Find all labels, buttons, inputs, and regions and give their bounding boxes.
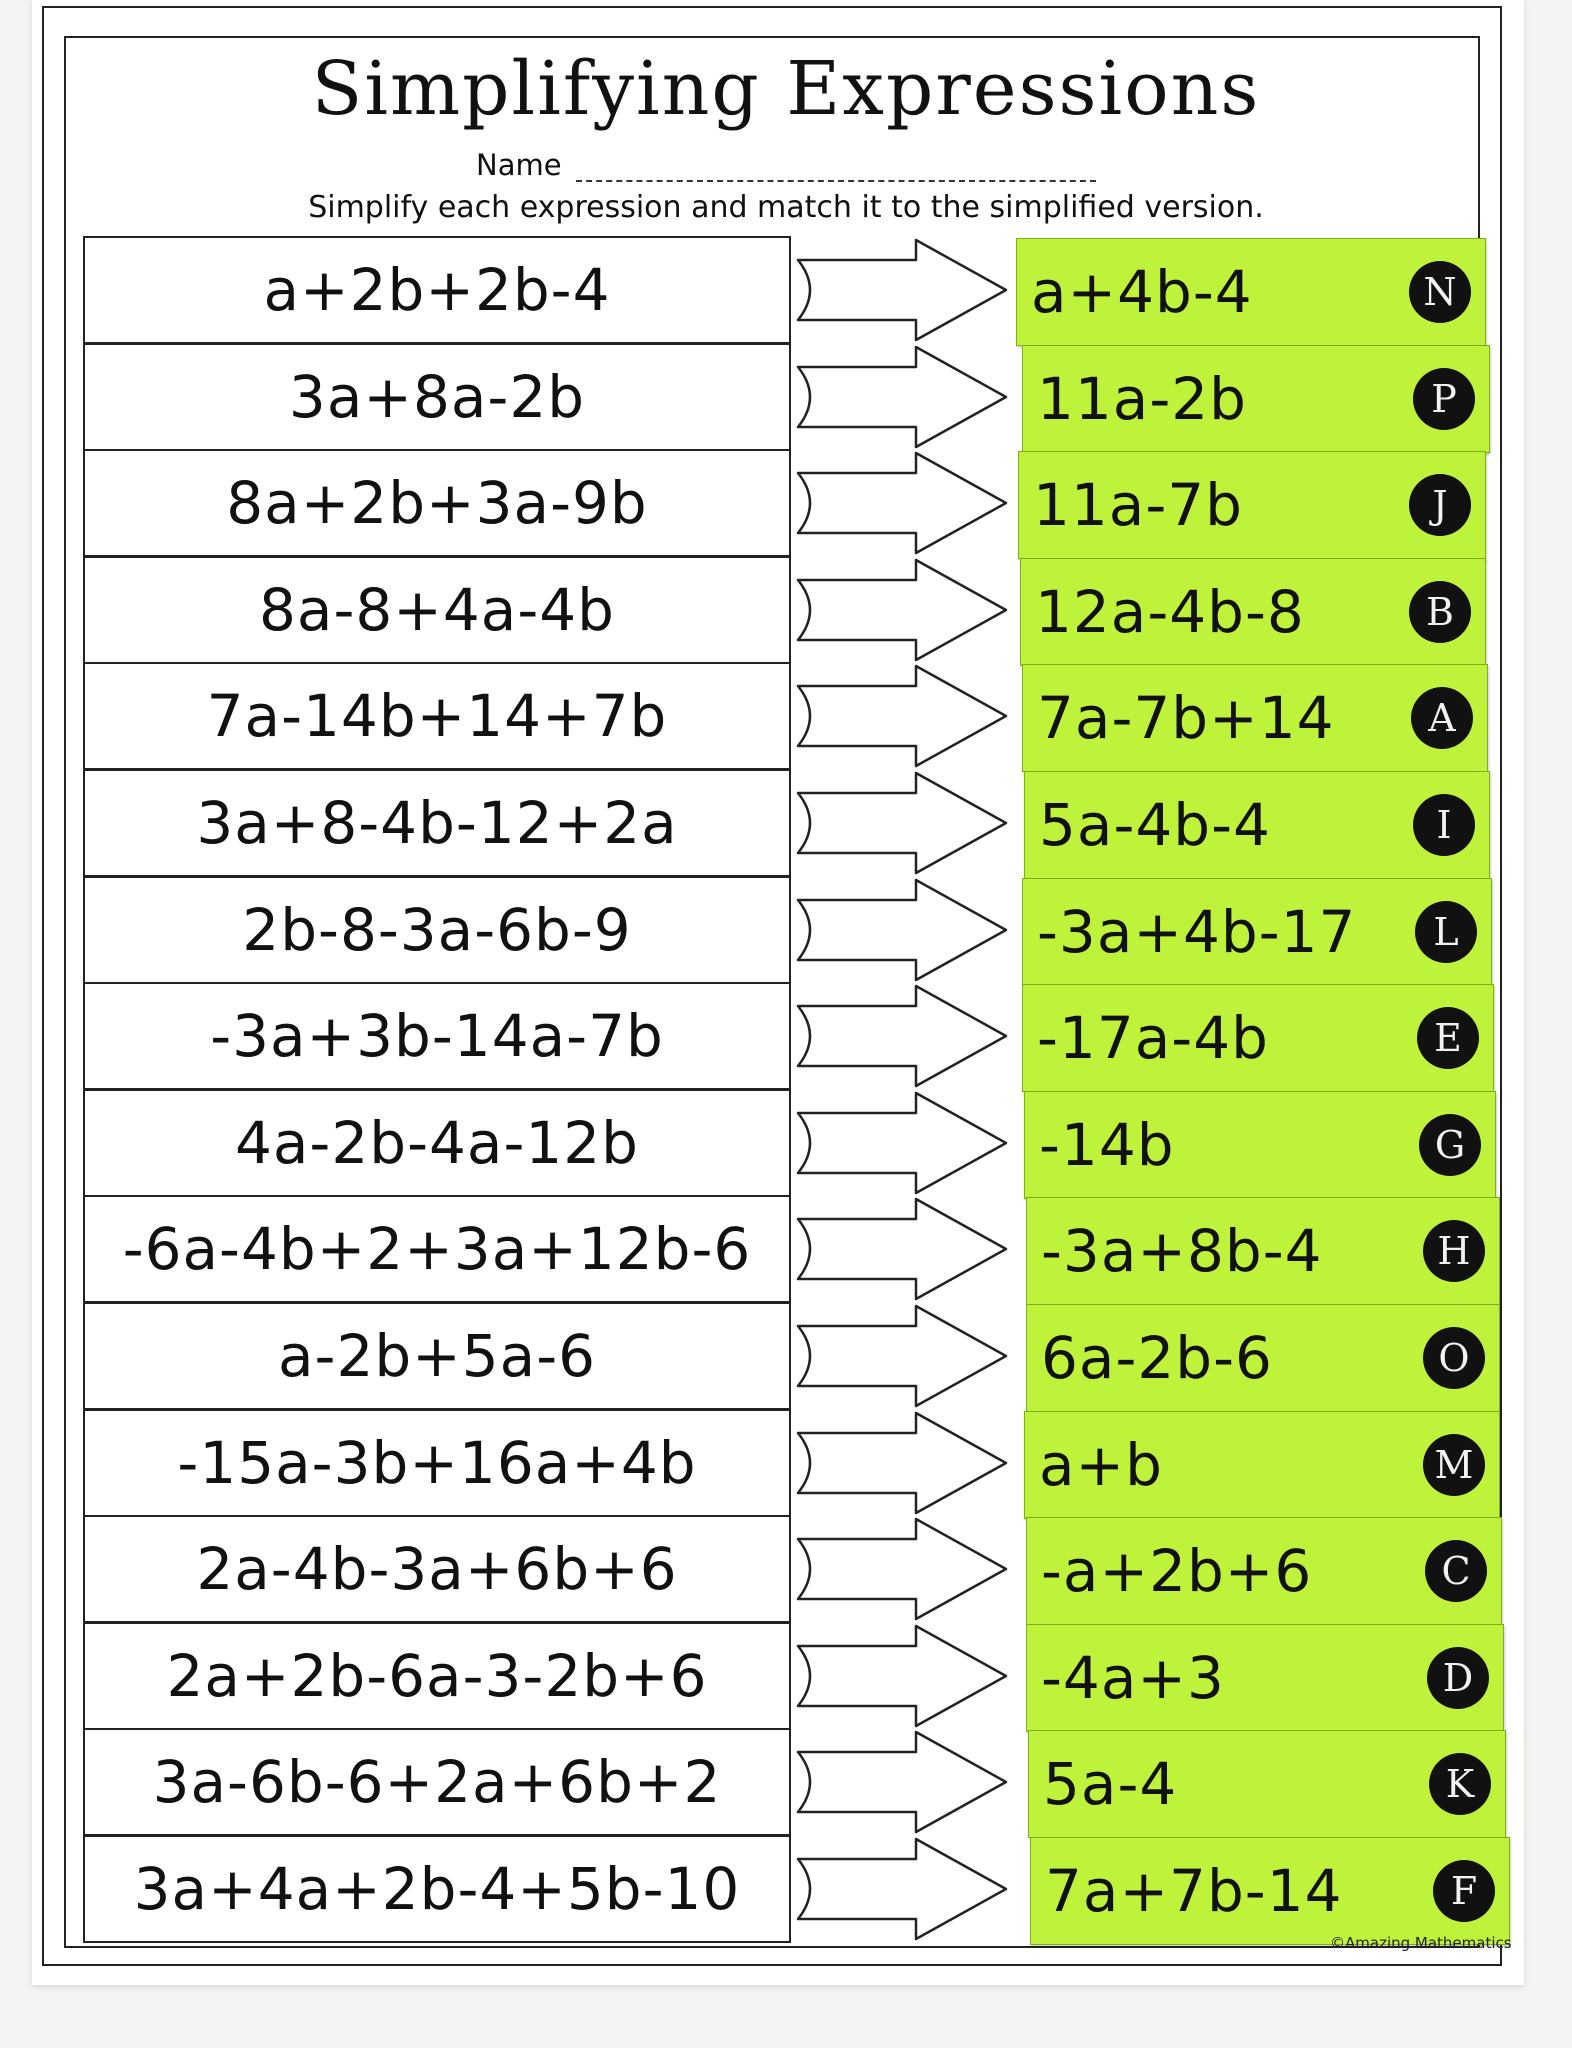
answer-letter-badge: E: [1417, 1007, 1479, 1069]
answer-expression: -3a+4b-17: [1037, 898, 1357, 966]
expression-box: 3a+8a-2b: [83, 343, 791, 451]
arrow-right-icon: [792, 1728, 1014, 1836]
answer-expression: a+4b-4: [1031, 258, 1253, 326]
answer-letter-badge: C: [1425, 1540, 1487, 1602]
answer-card[interactable]: [1022, 878, 1492, 986]
expression-box: 8a-8+4a-4b: [83, 556, 791, 664]
answer-expression: -a+2b+6: [1041, 1537, 1313, 1605]
answer-letter-badge: A: [1411, 687, 1473, 749]
expression-box: 8a+2b+3a-9b: [83, 449, 791, 557]
answer-card[interactable]: [1020, 558, 1486, 666]
answer-card[interactable]: [1016, 238, 1486, 346]
answer-letter-badge: O: [1423, 1327, 1485, 1389]
answer-letter-badge: I: [1413, 794, 1475, 856]
answer-expression: 7a-7b+14: [1037, 684, 1335, 752]
answer-letter-badge: K: [1429, 1753, 1491, 1815]
answer-expression: 5a-4: [1043, 1750, 1178, 1818]
answer-card[interactable]: [1026, 1624, 1504, 1732]
answer-letter-badge: F: [1433, 1860, 1495, 1922]
answer-letter-badge: J: [1409, 474, 1471, 536]
expression-box: 2b-8-3a-6b-9: [83, 876, 791, 984]
answer-expression: 12a-4b-8: [1035, 578, 1305, 646]
answer-card[interactable]: [1022, 345, 1490, 453]
answer-expression: 7a+7b-14: [1045, 1857, 1343, 1925]
expression-box: a+2b+2b-4: [83, 236, 791, 344]
answer-expression: -17a-4b: [1037, 1004, 1269, 1072]
answer-card[interactable]: [1022, 984, 1494, 1092]
arrow-right-icon: [792, 1515, 1014, 1623]
answer-expression: 11a-7b: [1033, 471, 1243, 539]
expression-box: -15a-3b+16a+4b: [83, 1409, 791, 1517]
arrow-right-icon: [792, 662, 1014, 770]
answer-expression: -14b: [1039, 1111, 1175, 1179]
answer-letter-badge: M: [1423, 1434, 1485, 1496]
arrow-right-icon: [792, 1302, 1014, 1410]
answer-expression: 5a-4b-4: [1039, 791, 1271, 859]
answer-card[interactable]: [1028, 1730, 1506, 1838]
arrow-right-icon: [792, 343, 1014, 451]
answer-letter-badge: H: [1423, 1220, 1485, 1282]
answer-letter-badge: B: [1409, 581, 1471, 643]
name-field[interactable]: [476, 148, 1096, 182]
name-label: Name: [476, 148, 562, 182]
answer-letter-badge: N: [1409, 261, 1471, 323]
answer-letter-badge: G: [1419, 1114, 1481, 1176]
arrow-right-icon: [792, 236, 1014, 344]
answer-letter-badge: D: [1427, 1647, 1489, 1709]
arrow-right-icon: [792, 1089, 1014, 1197]
answer-expression: -3a+8b-4: [1041, 1217, 1323, 1285]
answer-card[interactable]: [1026, 1197, 1500, 1305]
answer-expression: 6a-2b-6: [1041, 1324, 1273, 1392]
answer-letter-badge: P: [1413, 368, 1475, 430]
expression-box: -6a-4b+2+3a+12b-6: [83, 1195, 791, 1303]
expression-box: 4a-2b-4a-12b: [83, 1089, 791, 1197]
arrow-right-icon: [792, 449, 1014, 557]
answer-card[interactable]: [1026, 1517, 1502, 1625]
copyright-note: ©Amazing Mathematics: [1330, 1934, 1512, 1952]
answer-expression: a+b: [1039, 1431, 1163, 1499]
expression-box: 2a-4b-3a+6b+6: [83, 1515, 791, 1623]
arrow-right-icon: [792, 982, 1014, 1090]
answer-card[interactable]: [1024, 771, 1490, 879]
arrow-right-icon: [792, 769, 1014, 877]
worksheet-title: Simplifying Expressions: [311, 46, 1261, 132]
expression-box: -3a+3b-14a-7b: [83, 982, 791, 1090]
arrow-right-icon: [792, 876, 1014, 984]
arrow-right-icon: [792, 1835, 1014, 1943]
answer-card[interactable]: [1026, 1304, 1500, 1412]
expression-box: a-2b+5a-6: [83, 1302, 791, 1410]
arrow-right-icon: [792, 1409, 1014, 1517]
arrow-right-icon: [792, 556, 1014, 664]
answer-card[interactable]: [1030, 1837, 1510, 1945]
answer-card[interactable]: [1024, 1091, 1496, 1199]
expression-box: 2a+2b-6a-3-2b+6: [83, 1622, 791, 1730]
answer-card[interactable]: [1018, 451, 1486, 559]
arrow-right-icon: [792, 1622, 1014, 1730]
instructions: Simplify each expression and match it to the simplified version.: [308, 190, 1264, 225]
answer-letter-badge: L: [1415, 901, 1477, 963]
answer-expression: -4a+3: [1041, 1644, 1225, 1712]
arrow-right-icon: [792, 1195, 1014, 1303]
answer-expression: 11a-2b: [1037, 365, 1247, 433]
answer-card[interactable]: [1024, 1411, 1500, 1519]
expression-box: 3a+4a+2b-4+5b-10: [83, 1835, 791, 1943]
name-blank-line[interactable]: [576, 180, 1096, 182]
expression-box: 3a+8-4b-12+2a: [83, 769, 791, 877]
answer-card[interactable]: [1022, 664, 1488, 772]
expression-box: 7a-14b+14+7b: [83, 662, 791, 770]
expression-box: 3a-6b-6+2a+6b+2: [83, 1728, 791, 1836]
